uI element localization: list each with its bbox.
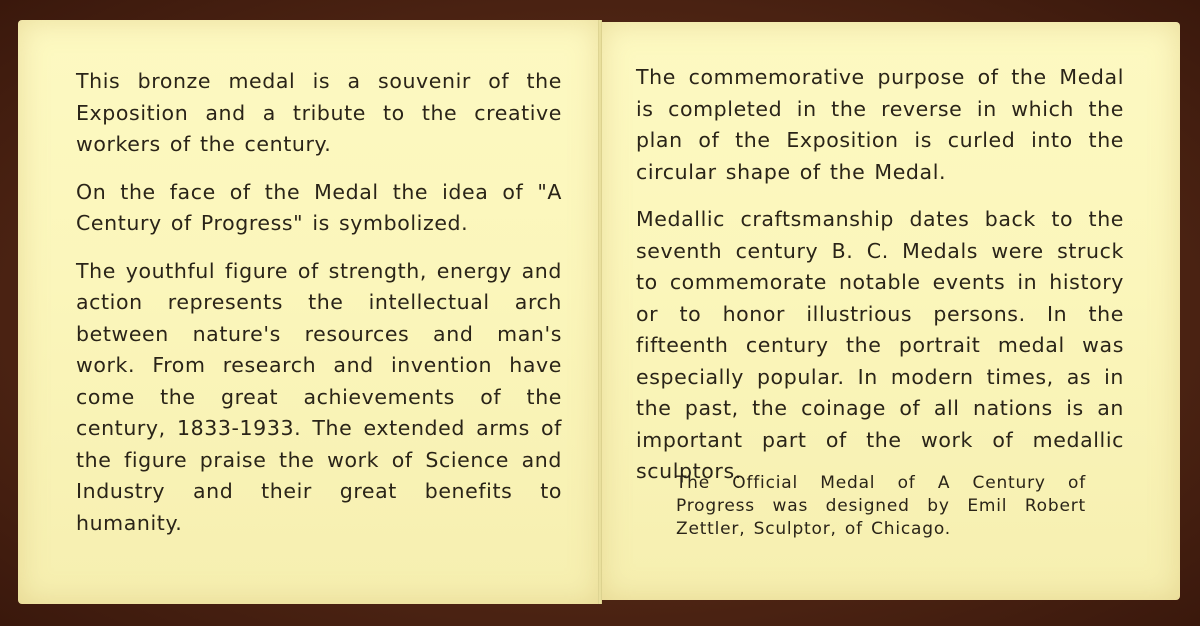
left-paragraph-2: On the face of the Medal the idea of "A Century of Progress" is symbolized. bbox=[76, 179, 562, 235]
right-paragraph-1: The commemorative purpose of the Medal is completed in the reverse in which the plan of the Exposition is curled into the circular shape of the Medal. bbox=[636, 65, 1124, 184]
left-paragraph-1: This bronze medal is a souvenir of the Exposition and a tribute to the creative workers of the century. bbox=[76, 69, 562, 156]
left-page-text bbox=[76, 66, 562, 539]
left-paragraph-3: The youthful figure of strength, energy and action represents the intellectual arch between nature's resources and man's work. From research and invention have come the great achievements of the century, 1833-1933. The extended arms of the figure praise the work of Science and Industry and their great benefits to humanity. bbox=[76, 258, 562, 535]
center-fold bbox=[598, 20, 602, 604]
right-paragraph-2: Medallic craftsmanship dates back to the seventh century B. C. Medals were struck to commemorate notable events in history or to honor illustrious persons. In the fifteenth century the portrait medal was especially popular. In modern times, as in the past, the coinage of all nations is an important part of the work of medallic sculptors. bbox=[636, 207, 1124, 483]
right-page-text bbox=[636, 62, 1124, 488]
designer-credit-note: The Official Medal of A Century of Progress was designed by Emil Robert Zettler, Sculptor, of Chicago. bbox=[676, 473, 1086, 539]
